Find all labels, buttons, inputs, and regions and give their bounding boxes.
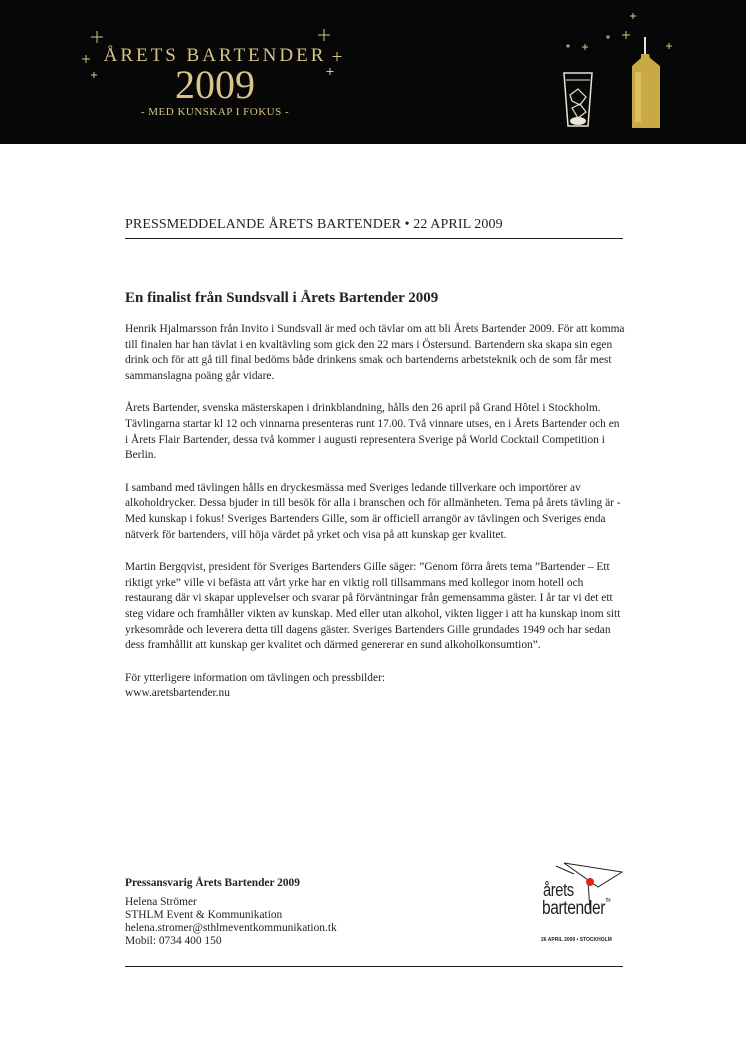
bottle-icon <box>632 37 660 128</box>
headline: En finalist från Sundsvall i Årets Bartender 2009 <box>125 290 439 306</box>
press-release-header: PRESSMEDDELANDE ÅRETS BARTENDER • 22 APRIL 2009 <box>125 217 503 232</box>
contact-phone: Mobil: 0734 400 150 <box>125 935 222 947</box>
sparkle-icon <box>566 13 672 50</box>
article-body <box>125 322 625 702</box>
contact-email-link[interactable]: helena.stromer@sthlmeventkommunikation.tk <box>125 922 337 934</box>
logo-date: 26 APRIL 2009 • STOCKHOLM <box>541 937 612 943</box>
brand-year: 2009 <box>175 62 255 107</box>
paragraph: I samband med tävlingen hålls en dryckesmässa med Sveriges ledande tillverkare och importörer av alkoholdrycker. Dessa bjuder in till besök för alla i branschen och för allmänheten. Tema på årets tävling är - Med kunskap i fokus! Sveriges Bartenders Gille, som är officiell arrangör av tävlingen och Sveriges enda nätverk för bartenders, vill höja värdet på yrket och visa på att kunskap ger kvalitet. <box>125 481 621 541</box>
trademark: TM <box>605 898 611 904</box>
glass-icon <box>564 73 592 126</box>
header-banner <box>0 0 746 144</box>
paragraph: Henrik Hjalmarsson från Invito i Sundsvall är med och tävlar om att bli Årets Bartender 2009. För att komma till finalen har han tävlat i en kvaltävling som gick den 22 mars i Östersund. Bartendern ska skapa sin egen drink och för att gå till final bedöms både drinkens smak och bartenderns arbetsteknik och de som får mest sammanslagna poäng går vidare. <box>125 323 625 382</box>
aretsbartender-logo <box>528 860 628 950</box>
info-line: För ytterligere information om tävlingen och pressbilder: <box>125 671 386 684</box>
paragraph: Årets Bartender, svenska mästerskapen i drinkblandning, hålls den 26 april på Grand Hôtel i Stockholm. Tävlingarna startar kl 12 och vinnarna presenteras runt 17.00. Två vinnare utses, en i Årets Bartender och en i Årets Flair Bartender, dessa två kommer i augusti representera Sverige på World Cocktail Competition i Berlin. <box>125 402 620 462</box>
info-url-link[interactable]: www.aretsbartender.nu <box>125 687 230 700</box>
brand-name: ÅRETS BARTENDER <box>103 45 327 66</box>
contact-company: STHLM Event & Kommunikation <box>125 909 283 921</box>
contact-title: Pressansvarig Årets Bartender 2009 <box>125 877 300 889</box>
press-contact <box>125 877 425 948</box>
header-divider <box>125 238 623 239</box>
brand-tagline: - MED KUNSKAP I FOKUS - <box>140 106 290 118</box>
logo-line2 <box>542 898 610 920</box>
contact-name: Helena Strömer <box>125 896 197 908</box>
logo-line1: årets <box>543 880 574 900</box>
paragraph: Martin Bergqvist, president för Sveriges Bartenders Gille säger: ”Genom förra årets tema ”Bartender – Ett riktigt yrke” ville vi befästa att vårt yrke har en viktig roll tillsammans med kollegor inom hotell och restaurang där vi skapar upplevelser och svarar på förväntningar från gemensamma gäster. I år tar vi det ett steg vidare och framhåller vikten av kunskap. Med eller utan alkohol, vikten ligger i att ha kunskap inom sitt yrkesområde och leverera detta till dagens gäster. Sveriges Bartenders Gille grundades 1949 och har sedan dess framhållit att kunskap ger kvalitet och därmed genererar en sund alkoholkonsumtion”. <box>125 561 621 652</box>
footer-divider <box>125 966 623 967</box>
logo-word: bartender <box>542 898 606 919</box>
